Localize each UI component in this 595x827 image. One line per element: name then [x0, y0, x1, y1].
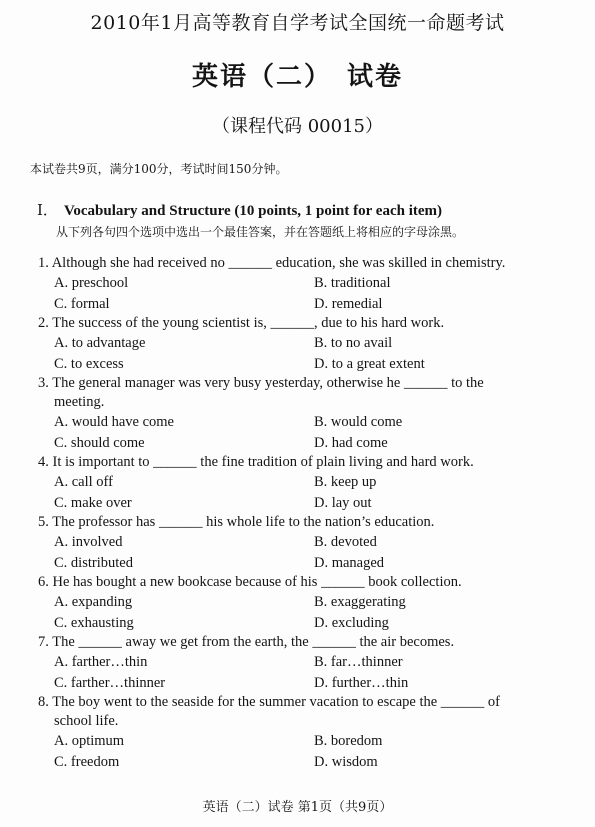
option: A. farther…thin [54, 654, 148, 670]
option: B. exaggerating [314, 594, 406, 610]
option: D. remedial [314, 295, 383, 312]
question-item [38, 254, 568, 314]
option: D. to a great extent [314, 355, 425, 372]
exam-header-line: 2010年1月高等教育自学考试全国统一命题考试 [90, 12, 505, 34]
question-stem: 6. He has bought a new bookcase because of his ______ book collection. [38, 574, 462, 590]
option-grid [38, 412, 568, 453]
option: B. devoted [314, 534, 377, 550]
option-grid [38, 731, 568, 772]
question-stem: 4. It is important to ______ the fine tradition of plain living and hard work. [38, 454, 474, 470]
question-stem-continued: school life. [54, 713, 119, 729]
page-footer: 英语（二）试卷 第1页（共9页） [202, 800, 393, 815]
section-heading [37, 199, 442, 220]
option-grid [38, 532, 568, 573]
option-grid [38, 333, 568, 374]
question-item [38, 513, 568, 573]
option: C. exhausting [54, 614, 134, 631]
section-title: Vocabulary and Structure (10 points, 1 point for each item) [63, 203, 442, 219]
option: A. optimum [54, 733, 125, 749]
option: A. involved [54, 534, 123, 550]
question-item [38, 453, 568, 513]
option-grid [38, 592, 568, 633]
question-stem: 8. The boy went to the seaside for the summer vacation to escape the ______ of [38, 694, 500, 710]
option: D. further…thin [314, 674, 409, 691]
course-code: （课程代码 00015） [212, 116, 383, 137]
question-item [38, 573, 568, 633]
option: B. would come [314, 414, 403, 430]
question-stem: 5. The professor has ______ his whole life to the nation’s education. [38, 514, 435, 530]
option: D. lay out [314, 494, 372, 511]
option: D. wisdom [314, 753, 378, 770]
option: C. farther…thinner [54, 674, 166, 691]
option: A. to advantage [54, 335, 146, 351]
option: C. should come [54, 434, 145, 451]
paper-title: 英语（二） 试卷 [191, 62, 403, 92]
option: C. freedom [54, 753, 120, 770]
option: B. to no avail [314, 335, 393, 351]
question-stem: 2. The success of the young scientist is, ______, due to his hard work. [38, 315, 445, 331]
option: B. far…thinner [314, 654, 403, 670]
question-item [38, 314, 568, 374]
option-grid [38, 652, 568, 693]
option: D. managed [314, 554, 385, 571]
option: A. preschool [54, 275, 129, 291]
question-item [38, 693, 568, 772]
option-grid [38, 472, 568, 513]
option: B. traditional [314, 275, 391, 291]
question-stem-continued: meeting. [54, 394, 105, 410]
option: B. boredom [314, 733, 383, 749]
question-item [38, 374, 568, 453]
question-list [38, 254, 568, 772]
paper-note: 本试卷共9页，满分100分，考试时间150分钟。 [30, 162, 288, 176]
option: A. call off [54, 474, 113, 490]
option: B. keep up [314, 474, 377, 490]
option: C. to excess [54, 355, 124, 372]
section-number: I． [37, 201, 58, 219]
option: A. expanding [54, 594, 133, 610]
question-stem: 7. The ______ away we get from the earth, the ______ the air becomes. [38, 634, 455, 650]
option-grid [38, 273, 568, 314]
question-item [38, 633, 568, 693]
option: C. make over [54, 494, 132, 511]
option: D. excluding [314, 614, 389, 631]
option: A. would have come [54, 414, 174, 430]
option: C. distributed [54, 554, 133, 571]
option: D. had come [314, 434, 388, 451]
question-stem: 1. Although she had received no ______ education, she was skilled in chemistry. [38, 255, 506, 271]
option: C. formal [54, 295, 110, 312]
question-stem: 3. The general manager was very busy yesterday, otherwise he ______ to the [38, 375, 484, 391]
section-instruction: 从下列各句四个选项中选出一个最佳答案，并在答题纸上将相应的字母涂黑。 [56, 225, 465, 239]
